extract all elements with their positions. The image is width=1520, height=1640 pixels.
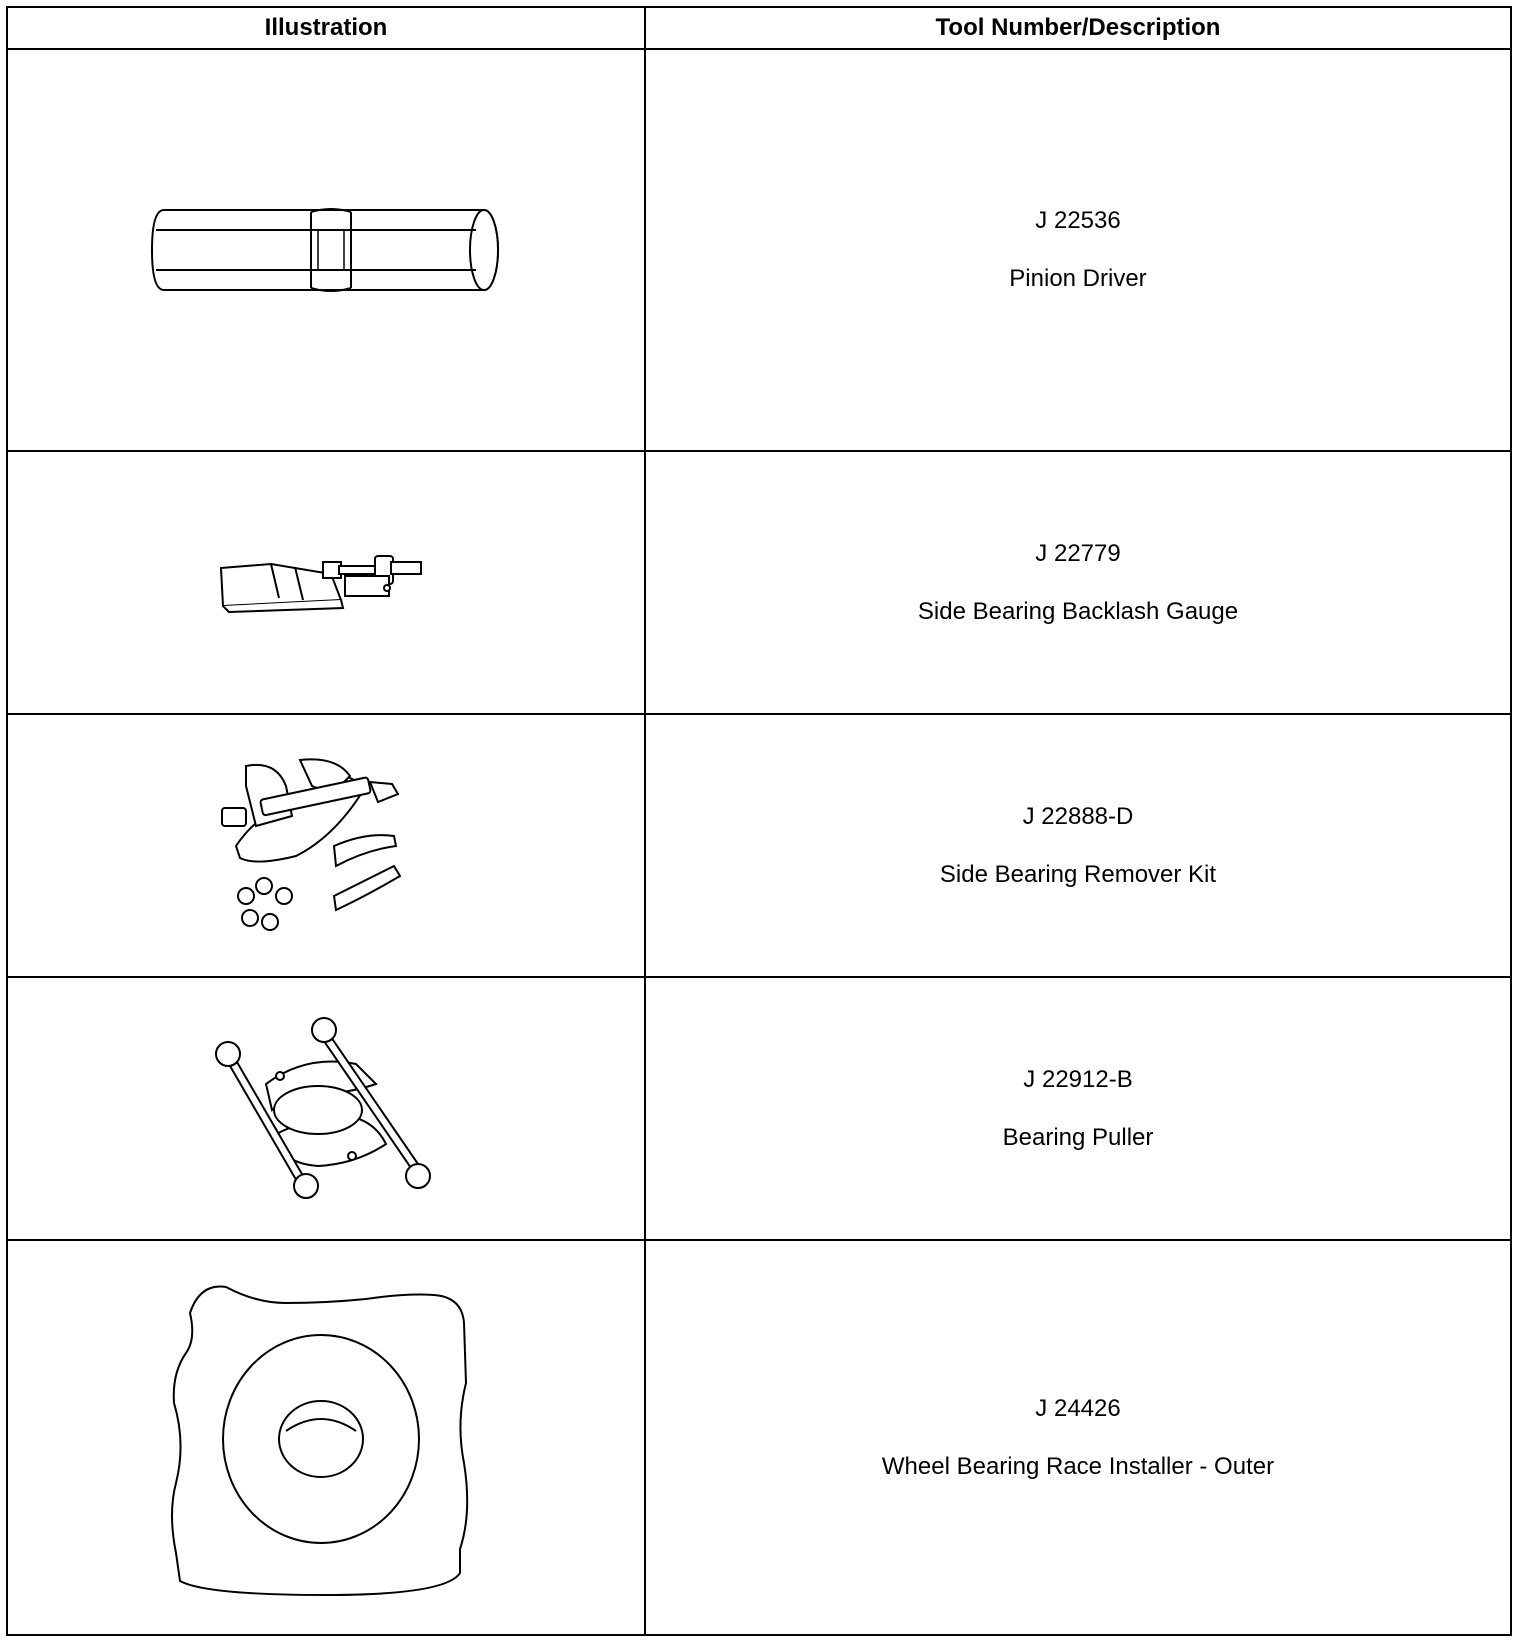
tool-description-cell — [646, 978, 1510, 1241]
tool-description: Side Bearing Remover Kit — [939, 860, 1217, 888]
illustration-cell — [8, 715, 646, 978]
header-illustration — [8, 8, 646, 50]
bearing-puller-icon — [206, 1014, 446, 1204]
tool-number: J 24426 — [1035, 1394, 1121, 1422]
tool-number: J 22888-D — [1022, 802, 1134, 830]
illustration-cell — [8, 1241, 646, 1634]
backlash-gauge-icon — [211, 548, 441, 618]
tool-description: Pinion Driver — [1009, 265, 1147, 292]
tool-description: Wheel Bearing Race Installer - Outer — [881, 1452, 1275, 1480]
tool-description-cell — [646, 1241, 1510, 1634]
illustration-cell — [8, 452, 646, 715]
pinion-driver-icon — [146, 200, 506, 300]
tool-description-cell — [646, 452, 1510, 715]
illustration-cell — [8, 50, 646, 452]
tool-description: Bearing Puller — [1002, 1123, 1154, 1151]
tool-description-cell — [646, 715, 1510, 978]
tool-description-cell — [646, 50, 1510, 452]
tool-number: J 22536 — [1035, 207, 1121, 234]
tool-description: Side Bearing Backlash Gauge — [917, 597, 1239, 625]
header-tool-description — [646, 8, 1510, 50]
illustration-cell — [8, 978, 646, 1241]
race-installer-icon — [166, 1273, 486, 1603]
header-tool-label: Tool Number/Description — [935, 14, 1221, 41]
tool-number: J 22912-B — [1023, 1065, 1133, 1093]
tool-number: J 22779 — [1035, 539, 1121, 567]
header-illustration-label: Illustration — [264, 14, 388, 41]
tool-table — [6, 6, 1512, 1636]
bearing-remover-kit-icon — [216, 746, 436, 946]
